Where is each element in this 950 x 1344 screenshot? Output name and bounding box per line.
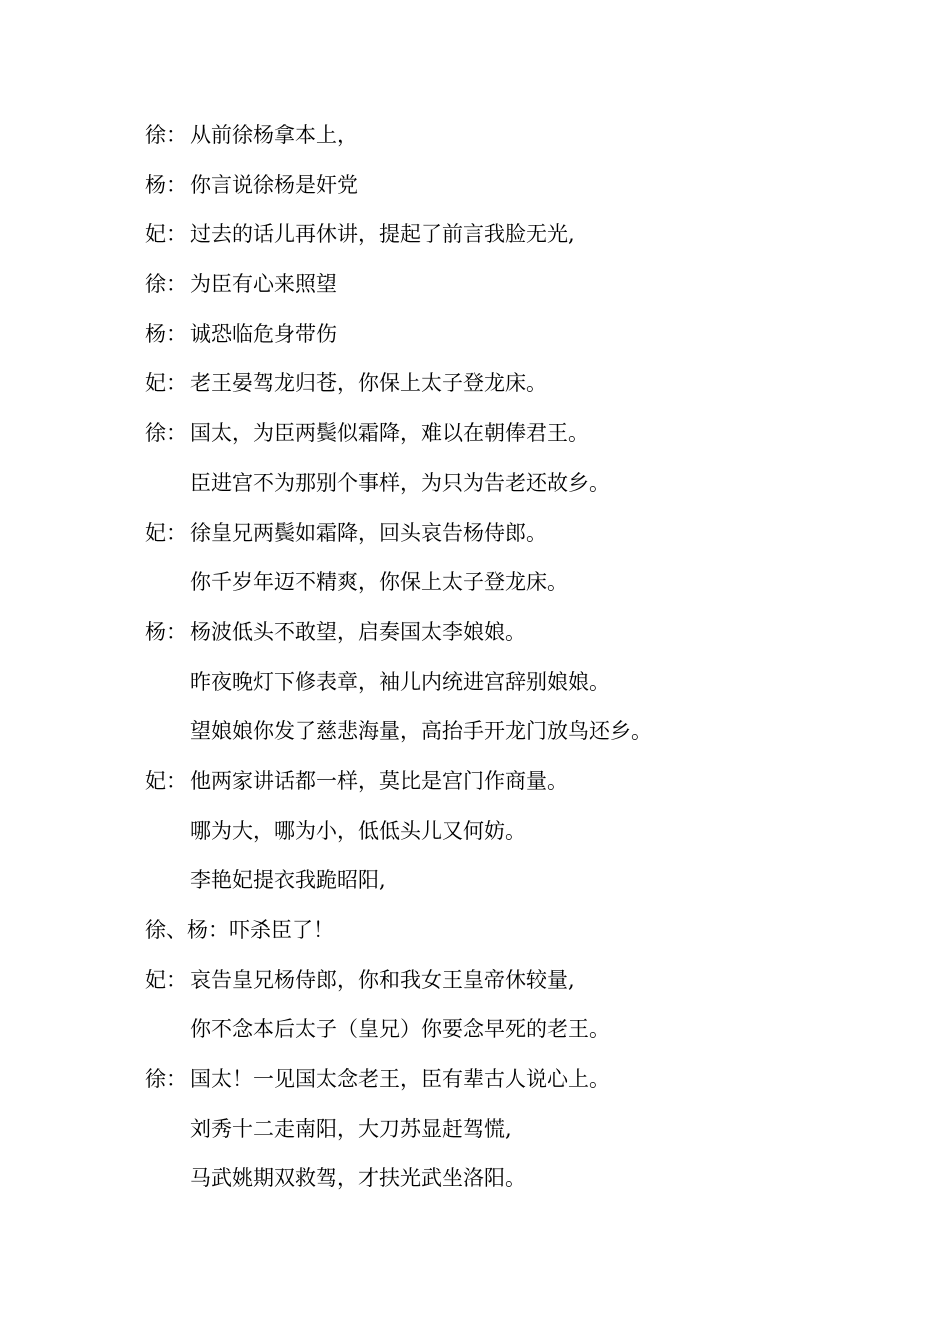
speaker-label: 杨： [145, 321, 187, 346]
line-text: 诚恐临危身带伤 [190, 321, 337, 346]
line-text: 臣进宫不为那别个事样，为只为告老还故乡。 [190, 470, 610, 495]
line-text: 老王晏驾龙归苍，你保上太子登龙床。 [190, 371, 547, 396]
speaker-label: 妃： [145, 768, 187, 793]
dialogue-line [145, 759, 905, 809]
line-text: 你言说徐杨是奸党 [190, 172, 358, 197]
dialogue-continuation [145, 809, 905, 859]
line-text: 你千岁年迈不精爽，你保上太子登龙床。 [190, 570, 568, 595]
dialogue-line [145, 958, 905, 1008]
dialogue-continuation [145, 1007, 905, 1057]
script-dialogue [145, 113, 905, 1206]
line-text: 刘秀十二走南阳，大刀苏显赶驾慌, [190, 1116, 512, 1141]
line-text: 你不念本后太子（皇兄）你要念早死的老王。 [190, 1017, 610, 1042]
dialogue-line [145, 361, 905, 411]
line-text: 哀告皇兄杨侍郎，你和我女王皇帝休较量, [190, 967, 575, 992]
line-text: 从前徐杨拿本上， [190, 123, 358, 147]
dialogue-line [145, 163, 905, 213]
speaker-label: 徐： [145, 1067, 187, 1092]
dialogue-continuation [145, 1107, 905, 1157]
line-text: 马武姚期双救驾，才扶光武坐洛阳。 [190, 1166, 526, 1191]
dialogue-continuation [145, 858, 905, 908]
dialogue-continuation [145, 660, 905, 710]
speaker-label: 徐： [145, 123, 187, 147]
dialogue-line [145, 610, 905, 660]
line-text: 他两家讲话都一样，莫比是宫门作商量。 [190, 768, 568, 793]
line-text: 吓杀臣了！ [229, 918, 334, 942]
dialogue-continuation [145, 1156, 905, 1206]
dialogue-line [145, 1057, 905, 1107]
line-text: 昨夜晚灯下修表章，袖儿内统进宫辞别娘娘。 [190, 669, 610, 694]
dialogue-line [145, 908, 905, 958]
speaker-label: 妃： [145, 520, 187, 545]
line-text: 过去的话儿再休讲，提起了前言我脸无光, [190, 222, 575, 247]
line-text: 望娘娘你发了慈悲海量，高抬手开龙门放鸟还乡。 [190, 719, 652, 744]
dialogue-line [145, 262, 905, 312]
dialogue-continuation [145, 560, 905, 610]
dialogue-line [145, 411, 905, 461]
speaker-label: 徐： [145, 272, 187, 297]
line-text: 徐皇兄两鬓如霜降，回头哀告杨侍郎。 [190, 520, 547, 545]
dialogue-line [145, 511, 905, 561]
line-text: 国太！一见国太念老王，臣有辈古人说心上。 [190, 1067, 610, 1092]
speaker-label: 杨： [145, 619, 187, 644]
speaker-label: 徐： [145, 421, 187, 446]
speaker-label: 妃： [145, 222, 187, 247]
line-text: 哪为大，哪为小，低低头儿又何妨。 [190, 818, 526, 843]
dialogue-continuation [145, 709, 905, 759]
speaker-label: 徐、杨： [145, 918, 229, 942]
speaker-label: 杨： [145, 172, 187, 197]
speaker-label: 妃： [145, 371, 187, 396]
dialogue-line [145, 113, 905, 163]
dialogue-continuation [145, 461, 905, 511]
line-text: 杨波低头不敢望，启奏国太李娘娘。 [190, 619, 526, 644]
line-text: 李艳妃提衣我跪昭阳, [190, 868, 386, 893]
line-text: 为臣有心来照望 [190, 272, 337, 297]
speaker-label: 妃： [145, 967, 187, 992]
dialogue-line [145, 212, 905, 262]
dialogue-line [145, 312, 905, 362]
line-text: 国太，为臣两鬓似霜降，难以在朝俸君王。 [190, 421, 589, 446]
